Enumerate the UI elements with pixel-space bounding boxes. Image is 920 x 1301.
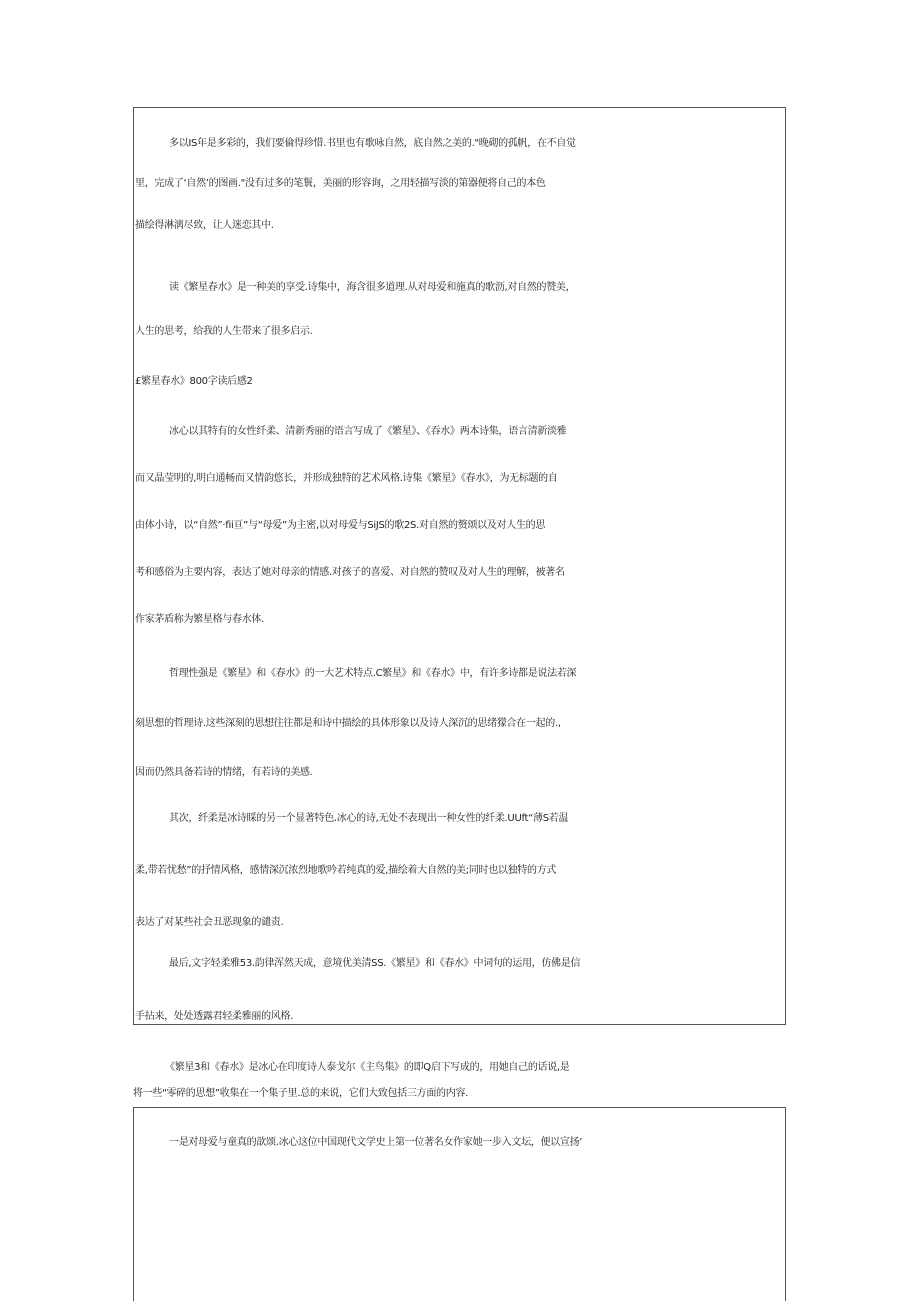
text-line: 手拈来，处处透露君轻柔雅丽的风格. (135, 1011, 294, 1022)
text-line: 将一些"零碎的思想”收集在一个集子里.总的来说，它们大致包括三方面的内容. (133, 1088, 469, 1099)
text-line: 柔,带若忧愁”的抒情风格，感情深沉浓烈地歌吟若纯真的爱,描绘着大自然的美;同时也以独特的方式 (135, 865, 557, 876)
text-line: 多以IS年是多彩的，我们要倫得珍惜.书里也有歌咏自然，底自然之美的."晚砌的孤帆，在不自觉 (169, 138, 576, 149)
paragraph-motherly-love (135, 1135, 785, 1150)
section-title: £繁星春水》800字读后感2 (135, 376, 253, 387)
text-line: 考和感俗为主要内容，表达了她对母亲的情感.对孩子的喜爱、对自然的赞叹及对人生的理解，被著名 (135, 567, 565, 578)
paragraph-nature (135, 136, 785, 233)
text-line: 最后,文字轻柔雅53.韵律浑然天成，意境优美清SS.《繁星》和《春水》中词句的运用，仿佛是信 (169, 958, 581, 969)
paragraph-gentleness (135, 811, 785, 930)
text-line: 而又晶莹明的,明白通畅而又情韵悠长，并形成独特的艺术风格.诗集《繁星》《春水》，为无标题的自 (135, 473, 558, 484)
paragraph-origin (133, 1060, 793, 1101)
paragraph-reading (135, 280, 785, 339)
paragraph-style (135, 424, 785, 627)
text-line: 一是对母爱与童真的歆颂.冰心这位中国现代文学史上第一位著名女作家她一步入文坛，便以宣扬’ (169, 1137, 583, 1148)
text-line: 表达了对某些社会丑恶现象的谴责. (135, 917, 284, 928)
text-line: 里，完成了‘自然’的图画."没有过多的笔鬟，美丽的形容询，之用轻描写淡的第器便将自己的本色 (135, 178, 546, 189)
text-line: 其次，纤柔是冰诗睬的另一个显著特色.冰心的诗,无处不表现出一种女性的纤柔.UUft“薄S若温 (169, 813, 569, 824)
text-line: 刻思想的哲理诗.这些深刻的思想往往都是和诗中描绘的具体形象以及诗人深沉的思绪獴合在一起的., (135, 718, 561, 729)
paragraph-language (135, 956, 785, 1024)
text-line: 哲理性强是《繁星》和《春水》的一大艺术特点.C繁星》和《春水》中，有许多诗都是说法若深 (169, 668, 577, 679)
text-line: 作家茅盾称为繁星格与春水体. (135, 614, 264, 625)
text-line: 由体小诗，以“自然”·fii亘”与“母爱”为主密,以对母爱与SiJS的歌2S.对自然的赘颂以及对人生的思 (135, 520, 546, 531)
text-line: 冰心以其特有的女性纤柔、清新秀丽的语言写成了《繁星》、《吞水》两本诗集，语言清新淡雅 (169, 426, 567, 437)
text-line: 《繁星3和《春水》是冰心在印度诗人泰戈尔《主鸟集》的即Q启下写成的，用她自己的话说,是 (165, 1062, 570, 1073)
text-line: 因而仍然具备若诗的情绪，有若诗的美感. (135, 767, 313, 778)
text-line: 描绘得淋漓尽致，让人迷恋其中. (135, 220, 274, 231)
paragraph-philosophy (135, 666, 785, 780)
text-line: 人生的思考，给我的人生带来了很多启示. (135, 326, 313, 337)
text-line: 读《繁星春水》是一种美的享受.诗集中，海含很多道理.从对母爱和施真的歌沥,对自然的赞美， (169, 282, 576, 293)
section-heading (135, 374, 785, 389)
